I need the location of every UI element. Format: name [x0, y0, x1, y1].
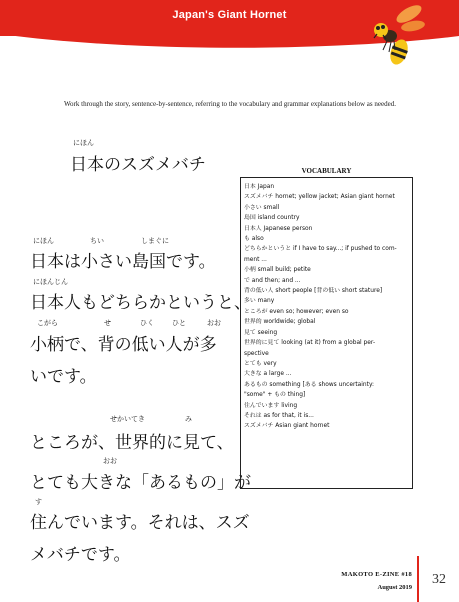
ruby: ちい	[90, 237, 104, 245]
issue-date: August 2019	[377, 584, 412, 591]
vocab-item: 島国 island country	[244, 215, 300, 222]
story-line-8: メバチです。	[30, 545, 131, 565]
title-ruby: にほん	[73, 139, 94, 147]
story-line-1: 日本は小さい島国です。	[30, 252, 216, 272]
vocab-item: 日本 Japan	[244, 184, 275, 190]
page-title: Japan's Giant Hornet	[172, 9, 287, 21]
hornet-illustration	[365, 0, 425, 72]
ruby: す	[35, 498, 42, 506]
ruby: み	[185, 415, 192, 423]
ruby: せかいてき	[110, 415, 145, 423]
ruby: しまぐに	[141, 237, 169, 245]
vocab-item: 背の低い人 short people [背の低い short stature]	[244, 288, 383, 295]
ruby: ひと	[172, 319, 186, 327]
vocab-item: ment ...	[244, 256, 267, 263]
vocab-item: あるもの something [ある shows uncertainty:	[244, 381, 375, 388]
ruby: にほんじん	[33, 278, 68, 286]
footer-divider	[417, 556, 419, 602]
vocab-item: 大きな a large ...	[244, 371, 292, 378]
vocab-item: スズメバチ Asian giant hornet	[244, 423, 330, 430]
vocab-item: "some" + もの thing]	[244, 392, 306, 399]
vocab-item: で and then; and ...	[244, 277, 301, 284]
instruction-text: Work through the story, sentence-by-sentence, referring to the vocabulary and grammar explanations below as needed.	[64, 100, 396, 108]
vocab-item: 世界的 worldwide; global	[244, 319, 316, 326]
story-line-3: 小柄で、背の低い人が多	[30, 335, 217, 355]
ruby: せ	[104, 319, 111, 327]
vocab-item: も also	[244, 236, 264, 243]
ruby: おお	[103, 457, 117, 465]
page-number: 32	[432, 572, 446, 587]
story-line-6: とても大きな「あるもの」が	[30, 473, 251, 493]
ruby: にほん	[33, 237, 54, 245]
vocab-item: 日本人 Japanese person	[244, 225, 313, 232]
vocab-item: どちらかというと if I have to say...; if pushed to com-	[244, 246, 397, 253]
magazine-name: MAKOTO E-ZINE #18	[341, 571, 412, 578]
vocab-item: それは as for that, it is...	[244, 412, 314, 419]
vocab-item: 住んでいます living	[244, 402, 298, 409]
vocab-item: 小さい small	[244, 204, 280, 211]
vocabulary-heading: VOCABULARY	[301, 167, 352, 175]
story-line-7: 住んでいます。それは、スズ	[30, 513, 250, 533]
story-line-5: ところが、世界的に見て、	[30, 433, 234, 453]
vocab-item: とても very	[244, 360, 277, 367]
vocab-item: 世界的に見て looking (at it) from a global per-	[244, 340, 376, 347]
vocabulary-box	[240, 177, 413, 489]
vocab-item: スズメバチ hornet; yellow jacket; Asian giant hornet	[244, 194, 395, 201]
vocab-item: 多い many	[244, 298, 275, 305]
ruby: おお	[207, 319, 221, 327]
story-line-2: 日本人もどちらかというと、	[30, 293, 251, 313]
vocab-item: 小柄 small build; petite	[244, 267, 311, 274]
vocab-item: 見て seeing	[244, 329, 278, 336]
story-line-4: いです。	[30, 367, 97, 387]
vocab-item: spective	[244, 350, 269, 357]
story-title: 日本のスズメバチ	[70, 155, 206, 175]
ruby: ひく	[140, 319, 154, 327]
ruby: こがら	[37, 319, 58, 327]
vocab-item: ところが even so; however; even so	[244, 308, 349, 315]
